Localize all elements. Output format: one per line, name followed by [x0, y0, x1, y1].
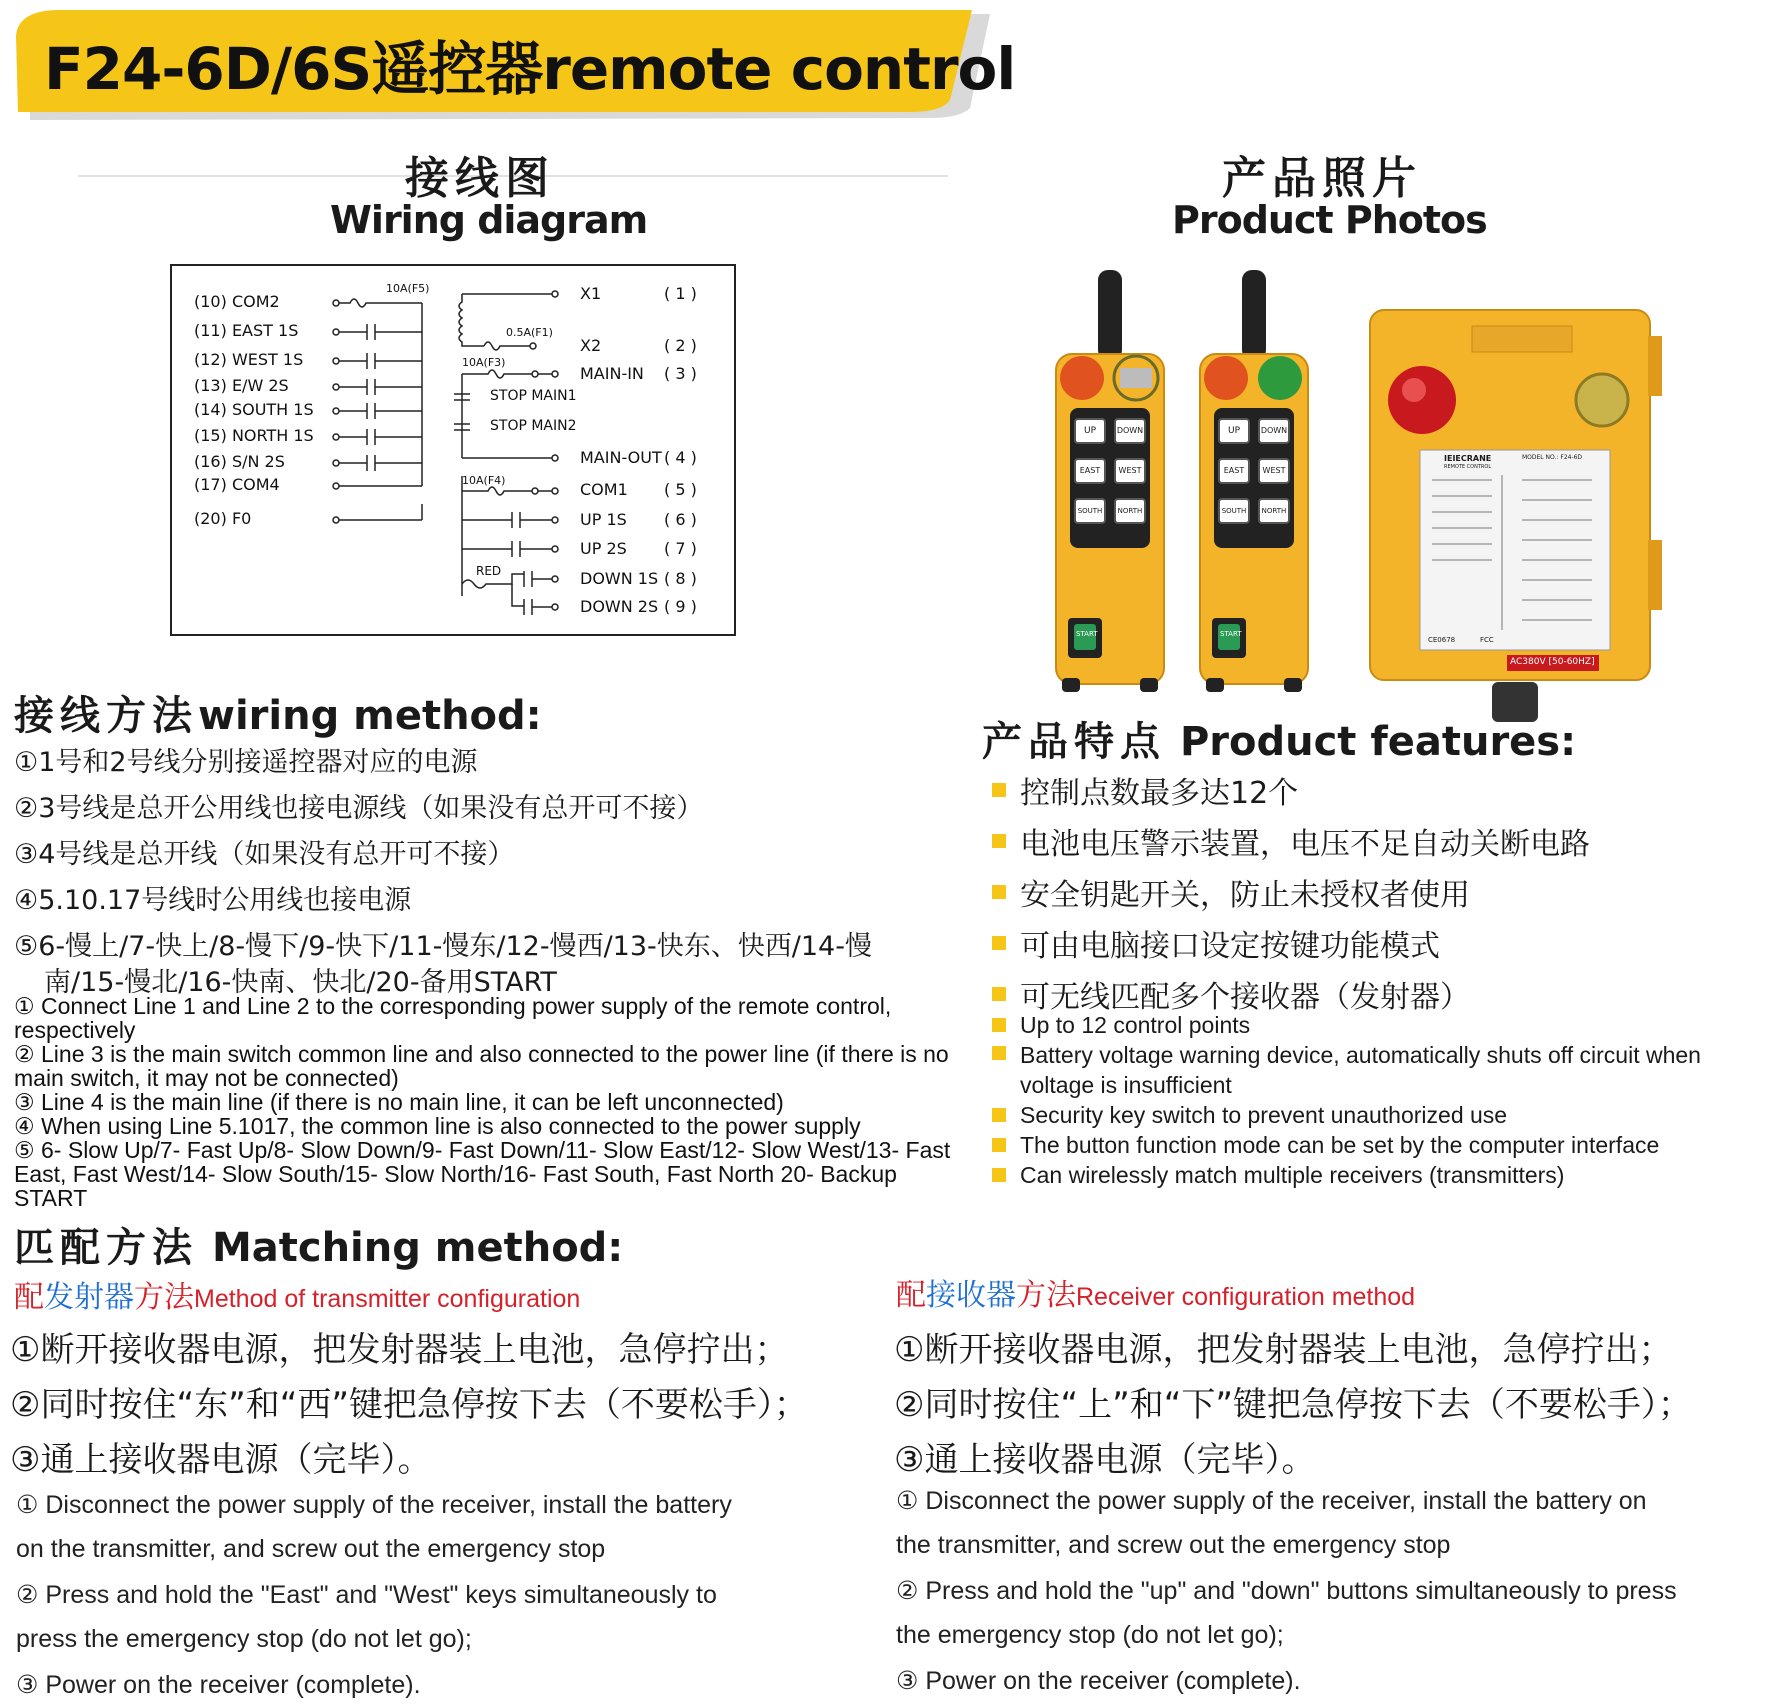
transmitter-step-en: press the emergency stop (do not let go); [16, 1625, 472, 1653]
wiring-title-cn: 接线图 [405, 153, 555, 204]
wiring-step-cn: ②3号线是总开公用线也接电源线（如果没有总开可不接） [14, 793, 704, 824]
bullet-icon [992, 1018, 1006, 1032]
bullet-icon [992, 1108, 1006, 1122]
receiver-photo [1362, 300, 1672, 730]
feature-text-cn: 电池电压警示装置，电压不足自动关断电路 [1020, 826, 1590, 862]
wiring-step-cn: ①1号和2号线分别接遥控器对应的电源 [14, 747, 478, 778]
feature-item [992, 1130, 1772, 1160]
feature-item [992, 1010, 1772, 1040]
east-button: EAST [1218, 458, 1250, 484]
fuse-f3-label: 10A(F3) [462, 356, 506, 369]
left-terminal-num: (13) [194, 376, 227, 395]
up-button: UP [1218, 418, 1250, 444]
transmitter-6s-photo [1194, 268, 1314, 698]
bullet-icon [992, 936, 1006, 950]
wiring-step-cn: ⑤6-慢上/7-快上/8-慢下/9-快下/11-慢东/12-慢西/13-快东、快西/14-慢 [14, 931, 872, 962]
left-terminal-num: (17) [194, 475, 227, 494]
feature-item [992, 1100, 1772, 1130]
left-terminal-num: (20) [194, 509, 227, 528]
south-button: SOUTH [1074, 498, 1106, 524]
matching-heading-cn: 匹配方法 [14, 1225, 198, 1271]
feature-text-cn: 可无线匹配多个接收器（发射器） [1020, 979, 1470, 1015]
right-terminal-name: UP 2S [580, 539, 627, 558]
receiver-step-cn: ③通上接收器电源（完毕）。 [894, 1440, 1316, 1480]
start-button-label: START [1076, 630, 1098, 638]
down-button: DOWN [1258, 418, 1290, 444]
north-button: NORTH [1258, 498, 1290, 524]
left-terminal-name: S/N 2S [231, 452, 285, 471]
transmitter-step-en: ③ Power on the receiver (complete). [16, 1671, 421, 1699]
transmitter-step-cn: ①断开接收器电源，把发射器装上电池，急停拧出； [10, 1330, 789, 1370]
page-title: F24-6D/6S遥控器remote control [44, 35, 1016, 103]
left-terminal-name: WEST 1S [231, 350, 304, 369]
feature-item [992, 815, 1772, 866]
title-part: 配 [14, 1280, 44, 1315]
left-terminal-num: (15) [194, 426, 227, 445]
feature-text-cn: 安全钥匙开关，防止未授权者使用 [1020, 877, 1470, 913]
wiring-step-cn: 南/15-慢北/16-快南、快北/20-备用START [44, 967, 557, 998]
wiring-step-cn: ④5.10.17号线时公用线也接电源 [14, 885, 412, 916]
feature-item [992, 866, 1772, 917]
right-terminal-name: COM1 [580, 480, 628, 499]
bullet-icon [992, 834, 1006, 848]
transmitter-step-cn: ③通上接收器电源（完毕）。 [10, 1440, 432, 1480]
wiring-step-en: ⑤ 6- Slow Up/7- Fast Up/8- Slow Down/9- Fast Down/11- Slow East/12- Slow West/13- Fast East, Fast West/14- Slow South/15- Slow North/16- Fast South, Fast North 20- Backup START [14, 1137, 951, 1211]
receiver-step-cn: ②同时按住“上”和“下”键把急停按下去（不要松手）； [894, 1385, 1692, 1425]
feature-item [992, 764, 1772, 815]
bullet-icon [992, 1046, 1006, 1060]
left-terminal-name: E/W 2S [231, 376, 289, 395]
wiring-step-en: ③ Line 4 is the main line (if there is no main line, it can be left unconnected) [14, 1089, 784, 1115]
feature-text-cn: 控制点数最多达12个 [1020, 775, 1299, 811]
wiring-method-heading-en: wiring method: [198, 693, 542, 739]
feature-item [992, 1160, 1772, 1190]
receiver-step-en: ② Press and hold the "up" and "down" buttons simultaneously to press [896, 1577, 1677, 1605]
left-terminal-num: (12) [194, 350, 227, 369]
feature-item [992, 1040, 1772, 1100]
wiring-step-en: ④ When using Line 5.1017, the common line is also connected to the power supply [14, 1113, 861, 1139]
receiver-step-en: the emergency stop (do not let go); [896, 1621, 1284, 1649]
photos-title-en: Product Photos [1172, 198, 1487, 242]
title-part: 配 [896, 1278, 926, 1313]
up-button: UP [1074, 418, 1106, 444]
wiring-method-heading-cn: 接线方法 [14, 693, 198, 739]
right-terminal-num: ( 2 ) [664, 336, 697, 355]
bullet-icon [992, 1138, 1006, 1152]
feature-text-en: Security key switch to prevent unauthorized use [1020, 1101, 1508, 1128]
features-list-cn [992, 764, 1772, 1019]
wiring-title-en: Wiring diagram [330, 198, 648, 242]
fuse-f1-label: 0.5A(F1) [506, 326, 553, 339]
title-part: 发射器 [44, 1280, 134, 1315]
wiring-step-en: ② Line 3 is the main switch common line and also connected to the power line (if there is no main switch, it may not be connected) [14, 1041, 949, 1091]
right-terminal-name: UP 1S [580, 510, 627, 529]
feature-text-en: The button function mode can be set by the computer interface [1020, 1131, 1660, 1158]
left-terminal-num: (14) [194, 400, 227, 419]
left-terminal-name: F0 [231, 509, 252, 528]
wiring-method-heading [14, 684, 542, 741]
left-terminal-num: (10) [194, 292, 227, 311]
bullet-icon [992, 987, 1006, 1001]
right-terminal-num: ( 5 ) [664, 480, 697, 499]
left-terminal-name: COM2 [231, 292, 280, 311]
feature-text-en: Battery voltage warning device, automatically shuts off circuit when voltage is insufficient [1020, 1042, 1701, 1098]
title-part: 方法 [134, 1280, 194, 1315]
ce-label: CE0678 [1428, 636, 1456, 644]
right-terminal-num: ( 1 ) [664, 284, 697, 303]
start-button-label: START [1220, 630, 1242, 638]
right-terminal-num: ( 7 ) [664, 539, 697, 558]
left-terminal-num: (11) [194, 321, 227, 340]
north-button: NORTH [1114, 498, 1146, 524]
features-list-en [992, 1010, 1772, 1190]
right-terminal-num: ( 4 ) [664, 448, 697, 467]
right-terminal-num: ( 6 ) [664, 510, 697, 529]
features-heading-cn: 产品特点 [982, 719, 1166, 765]
feature-item [992, 917, 1772, 968]
transmitter-config-title [14, 1272, 580, 1316]
right-terminal-num: ( 8 ) [664, 569, 697, 588]
right-terminal-name: MAIN-OUT [580, 448, 662, 467]
title-part: 接收器 [926, 1278, 1016, 1313]
fuse-f5-label: 10A(F5) [386, 282, 430, 295]
left-terminal-name: SOUTH 1S [231, 400, 314, 419]
right-terminal-name: X1 [580, 284, 602, 303]
bullet-icon [992, 783, 1006, 797]
right-terminal-num: ( 9 ) [664, 597, 697, 616]
stop-main2-label: STOP MAIN2 [490, 418, 577, 434]
transmitter-6d-photo [1050, 268, 1170, 698]
right-terminal-name: X2 [580, 336, 602, 355]
red-label: RED [476, 564, 502, 578]
right-terminal-num: ( 3 ) [664, 364, 697, 383]
receiver-step-en: the transmitter, and screw out the emergency stop [896, 1531, 1451, 1559]
feature-text-en: Can wirelessly match multiple receivers (transmitters) [1020, 1161, 1565, 1188]
voltage-label: AC380V [50-60HZ] [1510, 657, 1595, 667]
receiver-config-title [896, 1270, 1415, 1314]
matching-heading-en: Matching method: [211, 1225, 624, 1271]
bullet-icon [992, 885, 1006, 899]
wiring-steps-en [14, 994, 974, 1210]
title-part: 方法 [1016, 1278, 1076, 1313]
features-heading-en: Product features: [1179, 719, 1577, 765]
model-label: MODEL NO.: F24-6D [1522, 454, 1583, 461]
photos-title-cn: 产品照片 [1222, 153, 1422, 204]
left-terminal-name: COM4 [231, 475, 280, 494]
east-button: EAST [1074, 458, 1106, 484]
receiver-step-en: ③ Power on the receiver (complete). [896, 1667, 1301, 1695]
right-terminal-name: DOWN 1S [580, 569, 659, 588]
fcc-label: FCC [1480, 636, 1494, 644]
left-terminal-name: NORTH 1S [231, 426, 314, 445]
transmitter-step-en: ② Press and hold the "East" and "West" keys simultaneously to [16, 1581, 717, 1609]
transmitter-step-en: on the transmitter, and screw out the emergency stop [16, 1535, 606, 1563]
down-button: DOWN [1114, 418, 1146, 444]
south-button: SOUTH [1218, 498, 1250, 524]
right-terminal-name: MAIN-IN [580, 364, 644, 383]
fuse-f4-label: 10A(F4) [462, 474, 506, 487]
brand-label: IEIECRANE [1444, 454, 1492, 463]
title-en: Receiver configuration method [1076, 1283, 1416, 1311]
wiring-step-en: ① Connect Line 1 and Line 2 to the corresponding power supply of the remote control, respectively [14, 993, 892, 1043]
matching-heading [14, 1216, 623, 1273]
feature-text-en: Up to 12 control points [1020, 1011, 1251, 1038]
left-terminal-name: EAST 1S [231, 321, 299, 340]
west-button: WEST [1114, 458, 1146, 484]
wiring-step-cn: ③4号线是总开线（如果没有总开可不接） [14, 839, 515, 870]
feature-text-cn: 可由电脑接口设定按键功能模式 [1020, 928, 1440, 964]
receiver-step-en: ① Disconnect the power supply of the receiver, install the battery on [896, 1487, 1647, 1515]
title-en: Method of transmitter configuration [194, 1285, 581, 1313]
west-button: WEST [1258, 458, 1290, 484]
receiver-step-cn: ①断开接收器电源，把发射器装上电池，急停拧出； [894, 1330, 1673, 1370]
right-terminal-name: DOWN 2S [580, 597, 659, 616]
transmitter-step-en: ① Disconnect the power supply of the receiver, install the battery [16, 1491, 732, 1519]
stop-main1-label: STOP MAIN1 [490, 388, 577, 404]
features-heading [982, 710, 1576, 767]
bullet-icon [992, 1168, 1006, 1182]
wiring-diagram [170, 264, 736, 636]
left-terminal-num: (16) [194, 452, 227, 471]
transmitter-step-cn: ②同时按住“东”和“西”键把急停按下去（不要松手）； [10, 1385, 808, 1425]
brand-sub-label: REMOTE CONTROL [1444, 464, 1492, 470]
